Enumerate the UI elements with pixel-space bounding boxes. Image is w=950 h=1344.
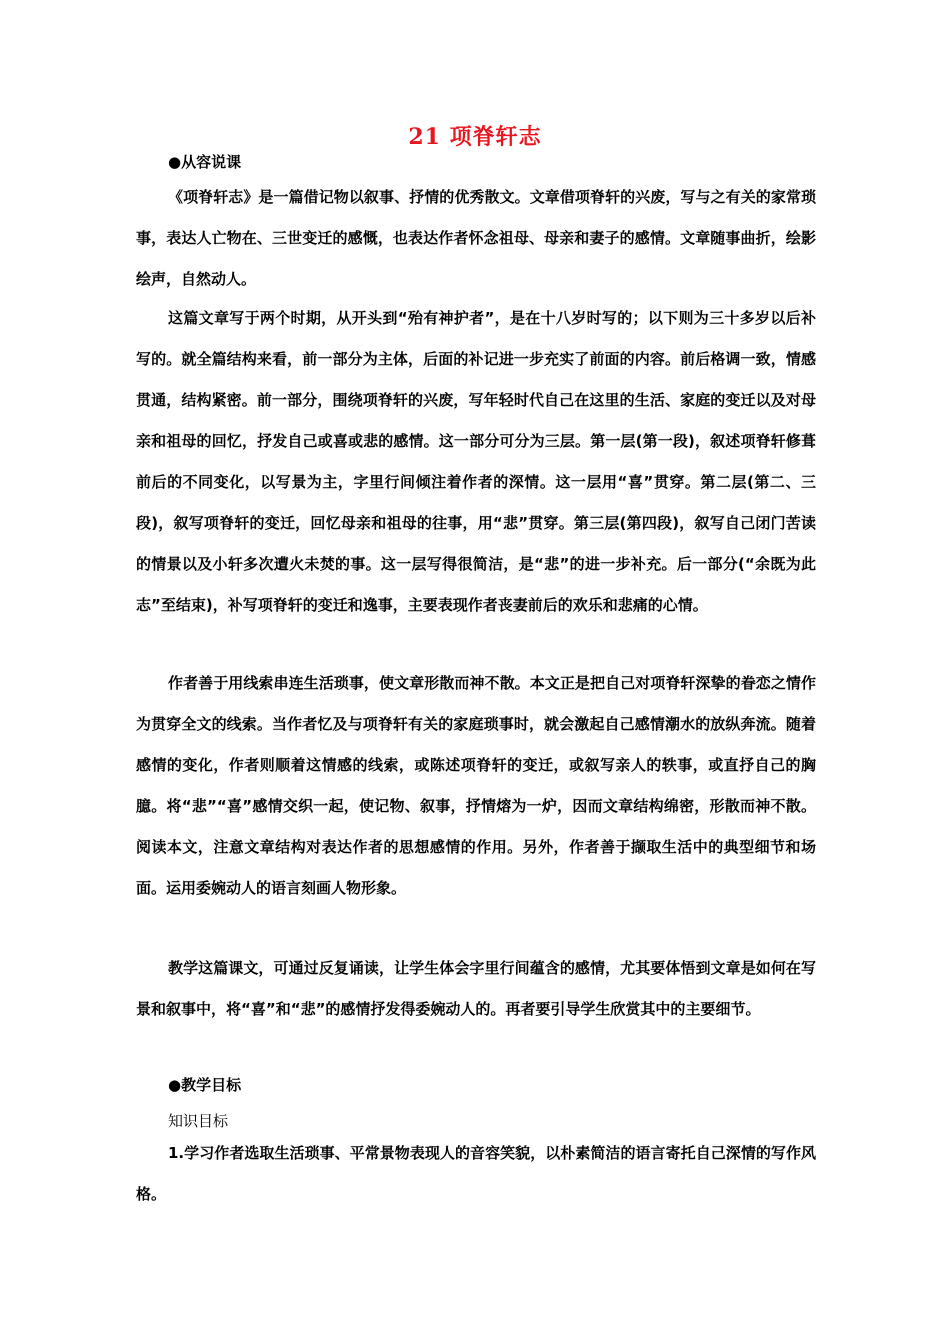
- section-heading-teaching-goals: ●教学目标: [168, 1076, 242, 1094]
- paragraph-3: 作者善于用线索串连生活琐事，使文章形散而神不散。本文正是把自己对项脊轩深挚的眷恋之情作为贯穿全文的线索。当作者忆及与项脊轩有关的家庭琐事时，就会激起自己感情潮水的放纵奔流。随着感情的变化，作者则顺着这情感的线索，或陈述项脊轩的变迁，或叙写亲人的轶事，或直抒自己的胸臆。将“悲”“喜”感情交织一起，使记物、叙事，抒情熔为一炉，因而文章结构绵密，形散而神不散。阅读本文，注意文章结构对表达作者的思想感情的作用。另外，作者善于撷取生活中的典型细节和场面。运用委婉动人的语言刻画人物形象。: [136, 674, 816, 897]
- goal-item-1: 1.学习作者选取生活琐事、平常景物表现人的音容笑貌，以朴素简洁的语言寄托自己深情的写作风格。: [136, 1144, 816, 1203]
- paragraph-4: 教学这篇课文，可通过反复诵读，让学生体会字里行间蕴含的感情，尤其要体悟到文章是如何在写景和叙事中，将“喜”和“悲”的感情抒发得委婉动人的。再者要引导学生欣赏其中的主要细节。: [136, 959, 816, 1018]
- subheading-knowledge-goals: 知识目标: [168, 1112, 229, 1130]
- paragraph-2: 这篇文章写于两个时期，从开头到“殆有神护者”，是在十八岁时写的；以下则为三十多岁以后补写的。就全篇结构来看，前一部分为主体，后面的补记进一步充实了前面的内容。前后格调一致，情感贯通，结构紧密。前一部分，围绕项脊轩的兴废，写年轻时代自己在这里的生活、家庭的变迁以及对母亲和祖母的回忆，抒发自己或喜或悲的感情。这一部分可分为三层。第一层(第一段)，叙述项脊轩修葺前后的不同变化，以写景为主，字里行间倾注着作者的深情。这一层用“喜”贯穿。第二层(第二、三段)，叙写项脊轩的变迁，回忆母亲和祖母的往事，用“悲”贯穿。第三层(第四段)，叙写自己闭门苦读的情景以及小轩多次遭火未焚的事。这一层写得很简洁，是“悲”的进一步补充。后一部分(“余既为此志”至结束)，补写项脊轩的变迁和逸事，主要表现作者丧妻前后的欢乐和悲痛的心情。: [136, 309, 816, 614]
- page-title: 21 项脊轩志: [408, 124, 542, 150]
- section-heading-lesson-talk: ●从容说课: [168, 153, 242, 171]
- paragraph-1: 《项脊轩志》是一篇借记物以叙事、抒情的优秀散文。文章借项脊轩的兴废，写与之有关的家常琐事，表达人亡物在、三世变迁的感慨，也表达作者怀念祖母、母亲和妻子的感情。文章随事曲折，绘影绘声，自然动人。: [136, 188, 816, 288]
